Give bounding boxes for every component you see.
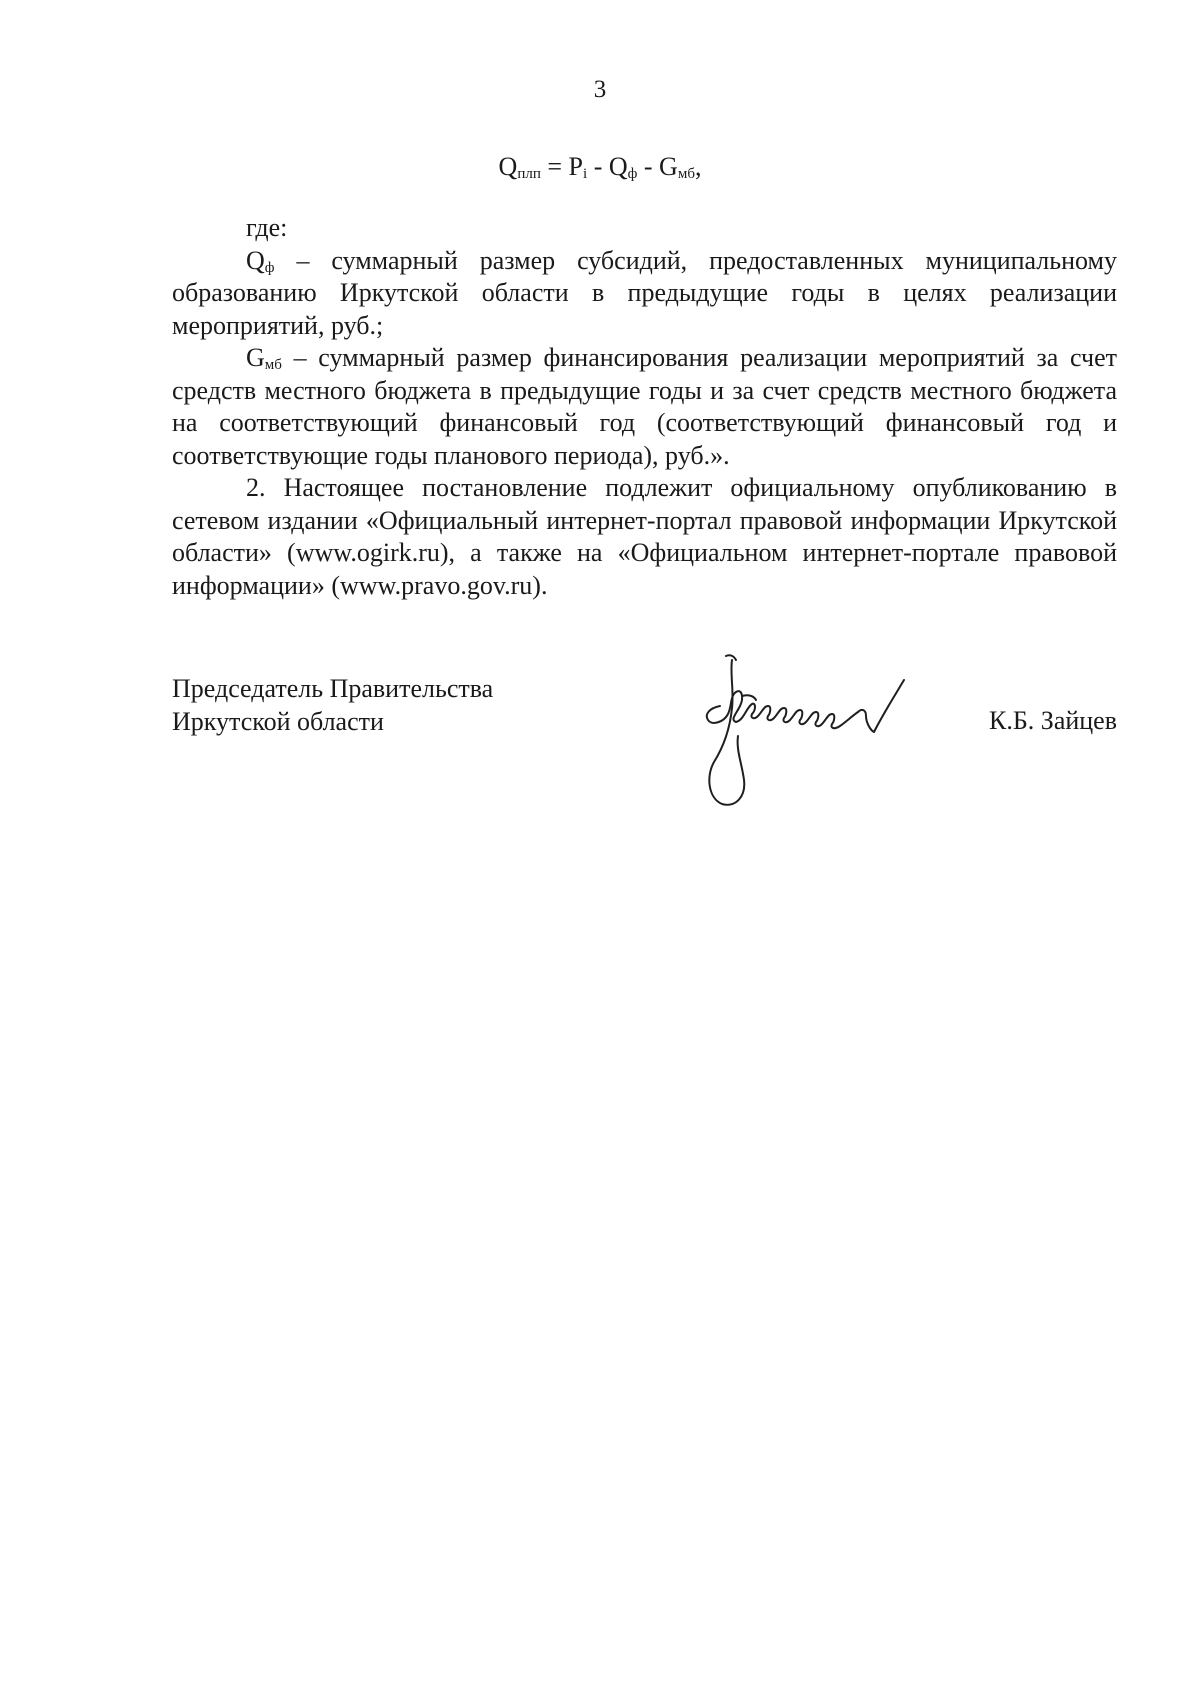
definition-q [172,245,1117,343]
handwritten-signature [690,650,970,810]
formula [0,152,1200,183]
definition-q-symbol: Q [246,245,265,275]
definition-g-subscript: мб [264,357,282,373]
formula-g-subscript: мб [677,166,695,182]
page-number: 3 [593,76,607,103]
document-body [172,212,1117,602]
definition-g-text: – суммарный размер финансирования реализации мероприятий за счет средств местного бюджета в предыдущие годы и за счет средств местного бюджета на соответствующий финансовый год (соответствующий финансовый год и соответствующие годы планового периода), руб.». [172,343,1117,470]
formula-lhs-subscript: плп [517,166,541,182]
formula-equals: = [540,152,569,181]
clause-2: 2. Настоящее постановление подлежит официальному опубликованию в сетевом издании «Официальный интернет-портал правовой информации Иркутской области» (www.ogirk.ru), а также на «Официальном интернет-портале правовой информации» (www.pravo.gov.ru). [172,473,1117,600]
where-label: где: [246,213,288,242]
signatory-position-line-1: Председатель Правительства [172,674,494,703]
signatory-position [172,672,493,738]
definition-g-symbol: G [246,343,265,372]
signatory-name: К.Б. Зайцев [989,706,1117,735]
formula-p-symbol: P [568,152,584,181]
formula-minus-2: - [637,152,660,181]
definition-g [172,342,1117,472]
signatory-position-line-2: Иркутской области [172,707,384,736]
formula-lhs-symbol: Q [498,152,518,181]
definition-q-text: – суммарный размер субсидий, предоставленных муниципальному образованию Иркутской области в предыдущие годы в целях реализации мероприятий, руб.; [172,245,1117,340]
formula-minus-1: - [587,152,609,181]
formula-g-symbol: G [659,152,678,181]
formula-p-subscript: i [583,166,588,182]
formula-q-subscript: ф [627,166,638,182]
formula-tail: , [694,152,702,181]
definition-q-subscript: ф [264,259,275,276]
formula-q-symbol: Q [608,152,628,181]
